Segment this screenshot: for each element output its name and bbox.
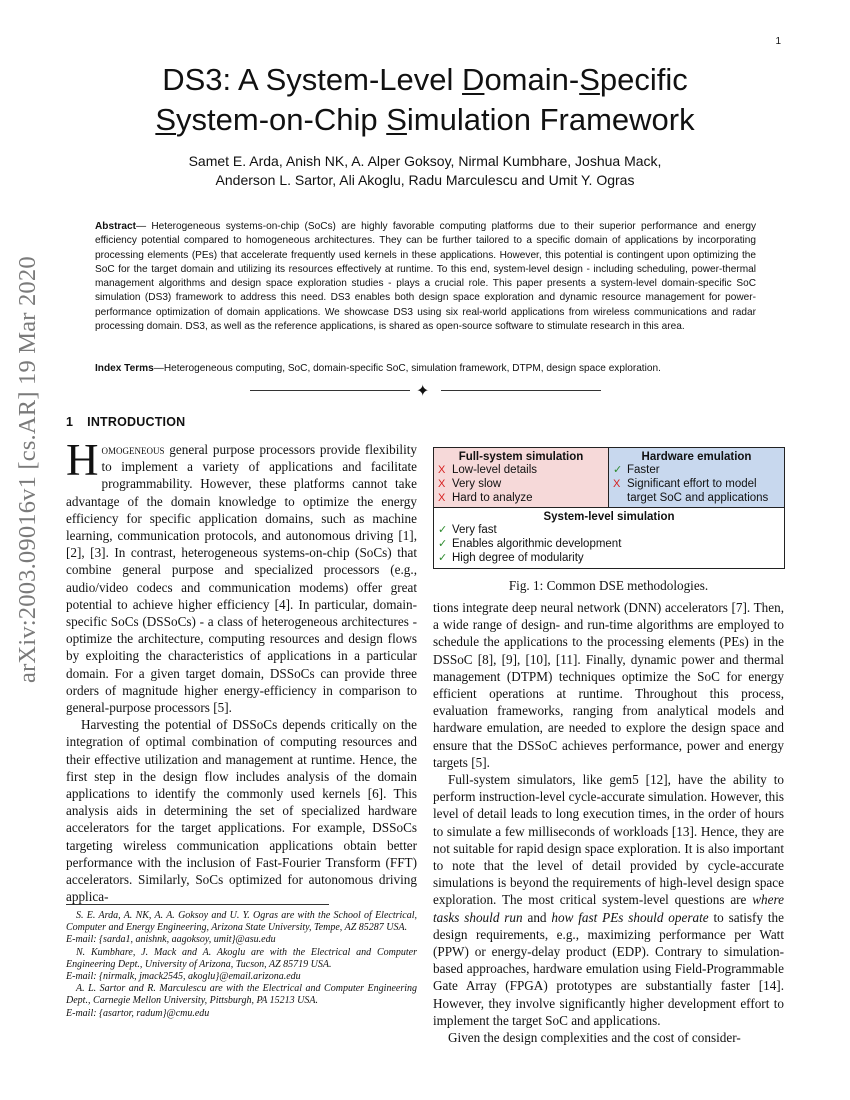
intro-paragraph-1: Homogeneous general purpose processors provide flexibility to implement a variety of applications and facilitate programmability. However, these platforms cannot take advantage of the domain knowledge to optimize the energy efficiency for specific application domains, such as machine learning, communication protocols, and autonomous driving [1], [2], [3]. In contrast, heterogeneous systems-on-chip (SoCs) that combine general purpose and specialized processors (e.g., audio/video codecs and communication modems) offer great potential to achieve higher efficiency [4]. In particular, domain-specific SoCs (DSSoCs) - a class of heterogeneous architectures - optimize the architecture, computing resources and design flows by exploiting the characteristics of applications in a particular domain. For a given target domain, DSSoCs can provide three orders of magnitude higher energy-efficiency in comparison to general-purpose processors [5]. [66,435,417,716]
full-system-item: X Hard to analyze [438,491,533,504]
check-icon: ✓ [438,524,448,536]
abstract-label: Abstract [95,221,136,232]
full-system-simulation-panel [434,448,609,508]
hardware-emulation-item: X Significant effort to model [613,477,757,490]
system-level-item: ✓ Very fast [438,524,497,536]
right-column-body [433,599,784,1046]
title-line-2: System-on-Chip Simulation Framework [155,102,695,137]
hardware-emulation-panel [609,448,784,508]
cross-icon: X [438,491,446,504]
system-level-item: ✓ High degree of modularity [438,551,584,564]
full-system-title: Full-system simulation [458,451,584,463]
footnote-cmu-email: E-mail: {asartor, radum}@cmu.edu [66,1007,210,1019]
drop-cap: H [66,435,99,485]
cross-icon: X [613,477,621,490]
index-terms [95,362,756,376]
check-icon: ✓ [438,551,448,564]
separator-left-line [250,390,410,391]
affiliation-footnotes [66,910,417,1020]
separator-ornament-icon: ✦ [416,381,430,400]
author-line-2: Anderson L. Sartor, Ali Akoglu, Radu Marculescu and Umit Y. Ogras [215,172,635,188]
author-list [95,152,755,190]
check-icon: ✓ [613,464,623,476]
system-level-item: ✓ Enables algorithmic development [438,537,622,550]
system-level-title: System-level simulation [543,511,675,523]
dse-methodologies-diagram [433,447,785,569]
check-icon: ✓ [438,537,448,550]
system-level-simulation-panel [434,508,784,568]
separator-right-line [441,390,601,391]
full-system-item: X Very slow [438,477,502,490]
full-system-item: X Low-level details [438,464,538,476]
intro-paragraph-2: Harvesting the potential of DSSoCs depends critically on the integration of optimal combination of computing resources and their effective utilization and management at runtime. Hence, the first step in the design flow includes analysis of the domain applications to identify the commonly used kernels [6]. This analysis aids in determining the set of specialized hardware accelerators for the target applications. For example, DSSoCs targeting wireless communication applications obtain better performance with the inclusion of Fast-Fourier Transform (FFT) accelerators. Similarly, SoCs optimized for autonomous driving applica- [66,717,417,905]
cross-icon: X [438,477,446,490]
index-terms-text: —Heterogeneous computing, SoC, domain-specific SoC, simulation framework, DTPM, design space exploration. [153,363,661,374]
abstract [95,220,756,334]
footnote-cmu: A. L. Sartor and R. Marculescu are with the Electrical and Computer Engineering Dept., Carnegie Mellon University, Pittsburgh, PA 15213 USA. [66,983,417,1007]
paper-title [95,60,755,140]
footnote-asu-email: E-mail: {sarda1, anishnk, aagoksoy, umit}@asu.edu [66,934,276,946]
right-paragraph-2: Full-system simulators, like gem5 [12], have the ability to perform instruction-level cycle-accurate simulation. However, this level of detail leads to long execution times, in the order of hours to simulate a few milliseconds of workloads [13]. Hence, they are not suitable for rapid design space exploration. It is also important to note that the level of detail provided by cycle-accurate simulations is beyond the requirements of high-level design space exploration. The most critical system-level questions are where tasks should run and how fast PEs should operate to satisfy the design requirements, e.g., maximizing performance per Watt (PPW) or energy-delay product (EDP). Contrary to simulation-based approaches, hardware emulation using Field-Programmable Gate Array (FPGA) prototypes are substantially faster [14]. However, they involve significantly higher development effort to implement the target SoC and applications. [433,772,784,1028]
title-line-1: DS3: A System-Level Domain-Specific [162,62,688,97]
figure-caption: Fig. 1: Common DSE methodologies. [508,578,709,593]
cross-icon: X [438,464,446,476]
section-title: INTRODUCTION [87,415,186,429]
page-number: 1 [775,36,781,47]
index-terms-label: Index Terms [95,363,154,374]
hardware-emulation-item-continued: target SoC and applications [627,491,769,504]
footnote-asu: S. E. Arda, A. NK, A. A. Goksoy and U. Y. Ogras are with the School of Electrical, Computer and Energy Engineering, Arizona State University, Tempe, AZ 85287 USA. [66,910,417,934]
footnote-arizona: N. Kumbhare, J. Mack and A. Akoglu are with the Electrical and Computer Engineering Dept., University of Arizona, Tucson, AZ 85719 USA. [66,946,417,970]
section-heading [66,415,185,429]
hardware-emulation-title: Hardware emulation [641,451,752,463]
footnote-rule [66,904,329,905]
section-number: 1 [66,415,74,429]
hardware-emulation-item: ✓ Faster [613,464,660,476]
left-column-body [66,435,417,905]
abstract-text: — Heterogeneous systems-on-chip (SoCs) are highly favorable computing platforms due to their superior performance and energy efficiency potential compared to homogeneous architectures. They can be further tailored to a specific domain of applications by incorporating processing elements (PEs) that accelerate frequently used kernels in these applications. However, this potential is contingent upon optimizing the SoC for the target domain and utilizing its resources effectively at runtime. To this end, system-level design - including scheduling, power-thermal management algorithms and design space exploration studies - plays a crucial role. This paper presents a system-level domain-specific SoC simulation (DS3) framework to address this need. DS3 enables both design space exploration and dynamic resource management for power-performance optimization of domain applications. We showcase DS3 using six real-world applications from wireless communications and radar processing domain. DS3, as well as the reference applications, is shared as open-source software to stimulate research in this area. [95,221,756,333]
figure-1 [433,447,784,594]
author-line-1: Samet E. Arda, Anish NK, A. Alper Goksoy, Nirmal Kumbhare, Joshua Mack, [188,153,662,169]
arxiv-identifier-stamp: arXiv:2003.09016v1 [cs.AR] 19 Mar 2020 [14,256,41,683]
right-paragraph-3: Given the design complexities and the cost of consider- [448,1030,741,1046]
footnote-arizona-email: E-mail: {nirmalk, jmack2545, akoglu}@email.arizona.edu [66,971,301,983]
right-paragraph-1: tions integrate deep neural network (DNN) accelerators [7]. Then, a wide range of design- and run-time algorithms are employed to schedule the applications to the processing elements (PEs) in the DSSoC [8], [9], [10], [11]. Finally, dynamic power and thermal management (DTPM) techniques optimize the SoC for energy efficient operations at runtime. Throughout this process, evaluation frameworks, ranging from analytical models and hardware emulation, are needed to explore the design space and ensure that the DSSoC achieves performance, power and energy targets [5]. [433,600,784,770]
